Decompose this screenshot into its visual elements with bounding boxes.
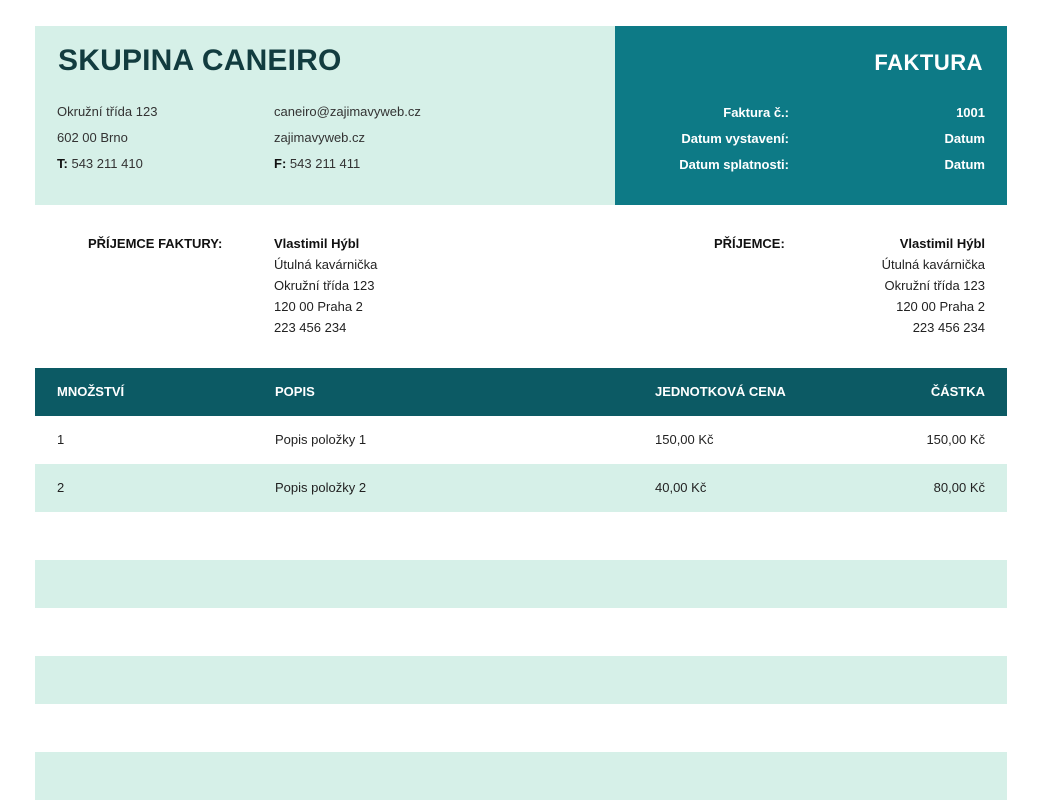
invoice-number-value[interactable]: 1001 xyxy=(956,105,985,120)
header-description: POPIS xyxy=(275,384,315,399)
company-phone xyxy=(57,156,157,182)
due-date-label: Datum splatnosti: xyxy=(679,157,789,172)
bill-to-street[interactable]: Okružní třída 123 xyxy=(274,278,375,293)
issue-date-value[interactable]: Datum xyxy=(944,131,985,146)
table-row xyxy=(35,608,1007,656)
phone-label: T: xyxy=(57,156,68,171)
due-date-value[interactable]: Datum xyxy=(944,157,985,172)
table-row xyxy=(35,464,1007,512)
bill-to-phone[interactable]: 223 456 234 xyxy=(274,320,347,335)
table-row xyxy=(35,752,1007,800)
invoice-title: FAKTURA xyxy=(874,50,983,75)
company-city: 602 00 Brno xyxy=(57,130,128,145)
ship-to-phone[interactable]: 223 456 234 xyxy=(912,320,985,335)
header-unit-price: JEDNOTKOVÁ CENA xyxy=(655,384,786,399)
cell-amount[interactable]: 150,00 Kč xyxy=(926,432,985,447)
bill-to-company[interactable]: Útulná kavárnička xyxy=(274,257,378,272)
invoice-meta-values xyxy=(945,105,985,183)
table-row xyxy=(35,560,1007,608)
cell-description[interactable]: Popis položky 2 xyxy=(275,480,367,495)
phone-value: 543 211 410 xyxy=(71,156,143,171)
company-fax xyxy=(274,156,421,182)
company-email[interactable]: caneiro@zajimavyweb.cz xyxy=(274,104,421,119)
company-contact-column xyxy=(274,104,421,182)
bill-to-city[interactable]: 120 00 Praha 2 xyxy=(274,299,363,314)
invoice-meta-labels xyxy=(679,105,789,183)
company-address-column xyxy=(57,104,157,182)
bill-to-address xyxy=(274,236,377,341)
header-quantity: MNOŽSTVÍ xyxy=(57,384,125,399)
company-website[interactable]: zajimavyweb.cz xyxy=(274,130,366,145)
ship-to-company[interactable]: Útulná kavárnička xyxy=(881,257,985,272)
ship-to-address xyxy=(882,236,985,341)
company-street: Okružní třída 123 xyxy=(57,104,158,119)
cell-amount[interactable]: 80,00 Kč xyxy=(933,480,985,495)
table-header xyxy=(35,368,1007,416)
cell-quantity[interactable]: 2 xyxy=(57,480,65,495)
ship-to-street[interactable]: Okružní třída 123 xyxy=(884,278,985,293)
cell-unit-price[interactable]: 40,00 Kč xyxy=(655,480,707,495)
invoice-meta-panel xyxy=(615,26,1007,205)
bill-to-name[interactable]: Vlastimil Hýbl xyxy=(274,236,360,251)
company-name: SKUPINA CANEIRO xyxy=(58,44,342,77)
table-row xyxy=(35,416,1007,464)
ship-to-name[interactable]: Vlastimil Hýbl xyxy=(899,236,985,251)
invoice-header xyxy=(35,26,1007,205)
header-amount: ČÁSTKA xyxy=(930,384,985,399)
cell-quantity[interactable]: 1 xyxy=(57,432,65,447)
company-panel xyxy=(35,26,615,205)
invoice-number-label: Faktura č.: xyxy=(723,105,789,120)
cell-description[interactable]: Popis položky 1 xyxy=(275,432,367,447)
table-row xyxy=(35,704,1007,752)
cell-unit-price[interactable]: 150,00 Kč xyxy=(655,432,714,447)
bill-to-label: PŘÍJEMCE FAKTURY: xyxy=(88,236,223,251)
table-row xyxy=(35,512,1007,560)
fax-label: F: xyxy=(274,156,287,171)
issue-date-label: Datum vystavení: xyxy=(681,131,789,146)
ship-to-label: PŘÍJEMCE: xyxy=(714,236,785,251)
ship-to-city[interactable]: 120 00 Praha 2 xyxy=(896,299,985,314)
fax-value: 543 211 411 xyxy=(289,156,361,171)
table-row xyxy=(35,656,1007,704)
line-items-table xyxy=(35,368,1007,800)
